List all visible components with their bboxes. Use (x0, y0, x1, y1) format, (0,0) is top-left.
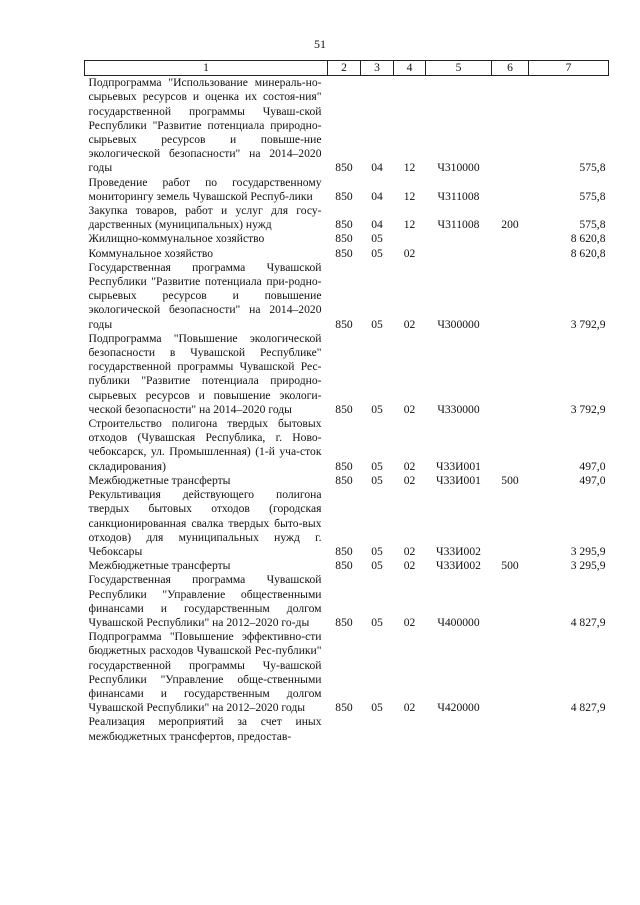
table-header-row (85, 61, 609, 76)
item-name: Межбюджетные трансферты (88, 473, 231, 487)
amount: 575,8 (579, 218, 606, 232)
subsection-code: 12 (403, 161, 416, 175)
amount: 497,0 (579, 459, 606, 473)
expense-type-code (492, 76, 529, 176)
item-name: Коммунальное хозяйство (88, 246, 214, 260)
ministry-code: 850 (335, 317, 353, 331)
expense-type-code (492, 232, 529, 246)
ministry-code: 850 (335, 189, 353, 203)
target-article-code: Ч330000 (437, 402, 480, 416)
section-code: 05 (371, 317, 383, 331)
item-name: Закупка товаров, работ и услуг для госу-дарственных (муниципальных) нужд (88, 204, 322, 232)
ministry-code: 850 (335, 232, 353, 246)
amount: 3 792,9 (570, 402, 606, 416)
section-code: 05 (371, 473, 383, 487)
subsection-code: 12 (403, 218, 416, 232)
expense-type-code: 500 (501, 473, 519, 487)
section-code (361, 715, 394, 743)
column-header: 3 (361, 61, 394, 76)
target-article-code: Ч400000 (437, 615, 480, 629)
amount: 3 295,9 (570, 544, 606, 558)
expense-type-code (492, 176, 529, 204)
expense-type-code (492, 573, 529, 630)
section-code: 05 (371, 232, 383, 246)
ministry-code: 850 (335, 459, 353, 473)
table-row (85, 247, 609, 261)
subsection-code: 12 (403, 189, 416, 203)
ministry-code: 850 (335, 473, 353, 487)
ministry-code: 850 (335, 701, 353, 715)
target-article-code (426, 232, 492, 246)
target-article-code: Ч33И001 (436, 473, 481, 487)
item-name: Подпрограмма "Повышение эффективно-сти бюджетных расходов Чувашской Рес-публики" государственной программы Чу-вашской Республики "Управление обще-ственными финансами и государственным долгом Чувашской Республики" на 2012–2020 годы (88, 630, 322, 715)
budget-table (84, 60, 609, 744)
expense-type-code (492, 715, 529, 743)
amount: 575,8 (579, 189, 606, 203)
amount: 497,0 (579, 473, 606, 487)
amount: 8 620,8 (570, 246, 606, 260)
item-name: Подпрограмма "Повышение экологической безопасности в Чувашской Республике" государственной программы Чувашской Рес-публики "Развитие потенциала природно-сырьевых ресурсов и повышение экологи-ческой безопасности" на 2014–2020 годы (88, 331, 322, 416)
ministry-code: 850 (335, 246, 353, 260)
section-code: 05 (371, 615, 383, 629)
page-number: 51 (314, 37, 326, 51)
item-name: Государственная программа Чувашской Республики "Управление общественными финансами и государственным долгом Чувашской Республики" на 2012–2020 го-ды (88, 573, 322, 629)
item-name: Межбюджетные трансферты (88, 559, 231, 573)
ministry-code: 850 (335, 161, 353, 175)
expense-type-code (492, 261, 529, 332)
subsection-code: 02 (403, 559, 416, 573)
table-row (85, 488, 609, 559)
target-article-code: Ч311008 (437, 189, 480, 203)
amount: 3 295,9 (570, 559, 606, 573)
column-header: 5 (426, 61, 492, 76)
table-row (85, 474, 609, 488)
column-header: 2 (328, 61, 361, 76)
subsection-code: 02 (403, 615, 416, 629)
section-code: 05 (371, 559, 383, 573)
target-article-code: Ч33И001 (436, 459, 481, 473)
expense-type-code (492, 488, 529, 559)
amount (529, 715, 609, 743)
subsection-code (394, 232, 426, 246)
target-article-code (426, 247, 492, 261)
expense-type-code (492, 332, 529, 417)
expense-type-code (492, 630, 529, 715)
table-row (85, 76, 609, 176)
section-code: 05 (371, 701, 383, 715)
amount: 575,8 (579, 161, 606, 175)
subsection-code: 02 (403, 317, 416, 331)
item-name: Реализация мероприятий за счет иных межбюджетных трансфертов, предостав- (88, 715, 322, 743)
subsection-code: 02 (403, 701, 416, 715)
ministry-code (328, 715, 361, 743)
ministry-code: 850 (335, 615, 353, 629)
target-article-code: Ч420000 (437, 701, 480, 715)
subsection-code: 02 (403, 544, 416, 558)
table-row (85, 332, 609, 417)
expense-type-code: 500 (501, 559, 519, 573)
section-code: 05 (371, 544, 383, 558)
section-code: 05 (371, 402, 383, 416)
section-code: 04 (371, 218, 383, 232)
column-header: 6 (492, 61, 529, 76)
amount: 4 827,9 (570, 615, 606, 629)
item-name: Проведение работ по государственному мониторингу земель Чувашской Респуб-лики (88, 175, 322, 203)
item-name: Рекультивация действующего полигона твердых бытовых отходов (городская санкционированная свалка твердых быто-вых отходов) для муниципальных нужд г. Чебоксары (88, 488, 322, 558)
item-name: Государственная программа Чувашской Республики "Развитие потенциала при-родно-сырьевых ресурсов и повышение экологической безопасности" на 2014–2020 годы (88, 260, 322, 331)
column-header: 7 (529, 61, 609, 76)
target-article-code: Ч33И002 (436, 559, 481, 573)
column-header: 4 (394, 61, 426, 76)
section-code: 05 (371, 246, 383, 260)
ministry-code: 850 (335, 559, 353, 573)
column-header: 1 (85, 61, 328, 76)
ministry-code: 850 (335, 218, 353, 232)
expense-type-code (492, 417, 529, 474)
table-row (85, 573, 609, 630)
table-row (85, 204, 609, 232)
ministry-code: 850 (335, 402, 353, 416)
target-article-code: Ч310000 (437, 161, 480, 175)
table-row (85, 176, 609, 204)
item-name: Подпрограмма "Использование минераль-но-сырьевых ресурсов и оценка их состоя-ния" государственной программы Чуваш-ской Республики "Развитие потенциала природно-сырьевых ресурсов и повыше-ние экологической безопасности" на 2014–2020 годы (88, 76, 322, 175)
item-name: Жилищно-коммунальное хозяйство (88, 232, 265, 246)
ministry-code: 850 (335, 544, 353, 558)
amount: 4 827,9 (570, 701, 606, 715)
section-code: 04 (371, 161, 383, 175)
subsection-code (394, 715, 426, 743)
expense-type-code: 200 (501, 218, 519, 232)
section-code: 04 (371, 189, 383, 203)
item-name: Строительство полигона твердых бытовых отходов (Чувашская Республика, г. Ново-чебоксарск, ул. Промышленная) (1-й уча-сток складирования) (88, 417, 322, 473)
target-article-code (426, 715, 492, 743)
amount: 3 792,9 (570, 317, 606, 331)
subsection-code: 02 (403, 246, 416, 260)
target-article-code: Ч33И002 (436, 544, 481, 558)
target-article-code: Ч311008 (437, 218, 480, 232)
subsection-code: 02 (403, 473, 416, 487)
subsection-code: 02 (403, 402, 416, 416)
table-row (85, 232, 609, 246)
table-row (85, 715, 609, 743)
amount: 8 620,8 (570, 232, 606, 246)
table-row (85, 559, 609, 573)
table-row (85, 261, 609, 332)
expense-type-code (492, 247, 529, 261)
target-article-code: Ч300000 (437, 317, 480, 331)
table-row (85, 417, 609, 474)
table-row (85, 630, 609, 715)
section-code: 05 (371, 459, 383, 473)
subsection-code: 02 (403, 459, 416, 473)
